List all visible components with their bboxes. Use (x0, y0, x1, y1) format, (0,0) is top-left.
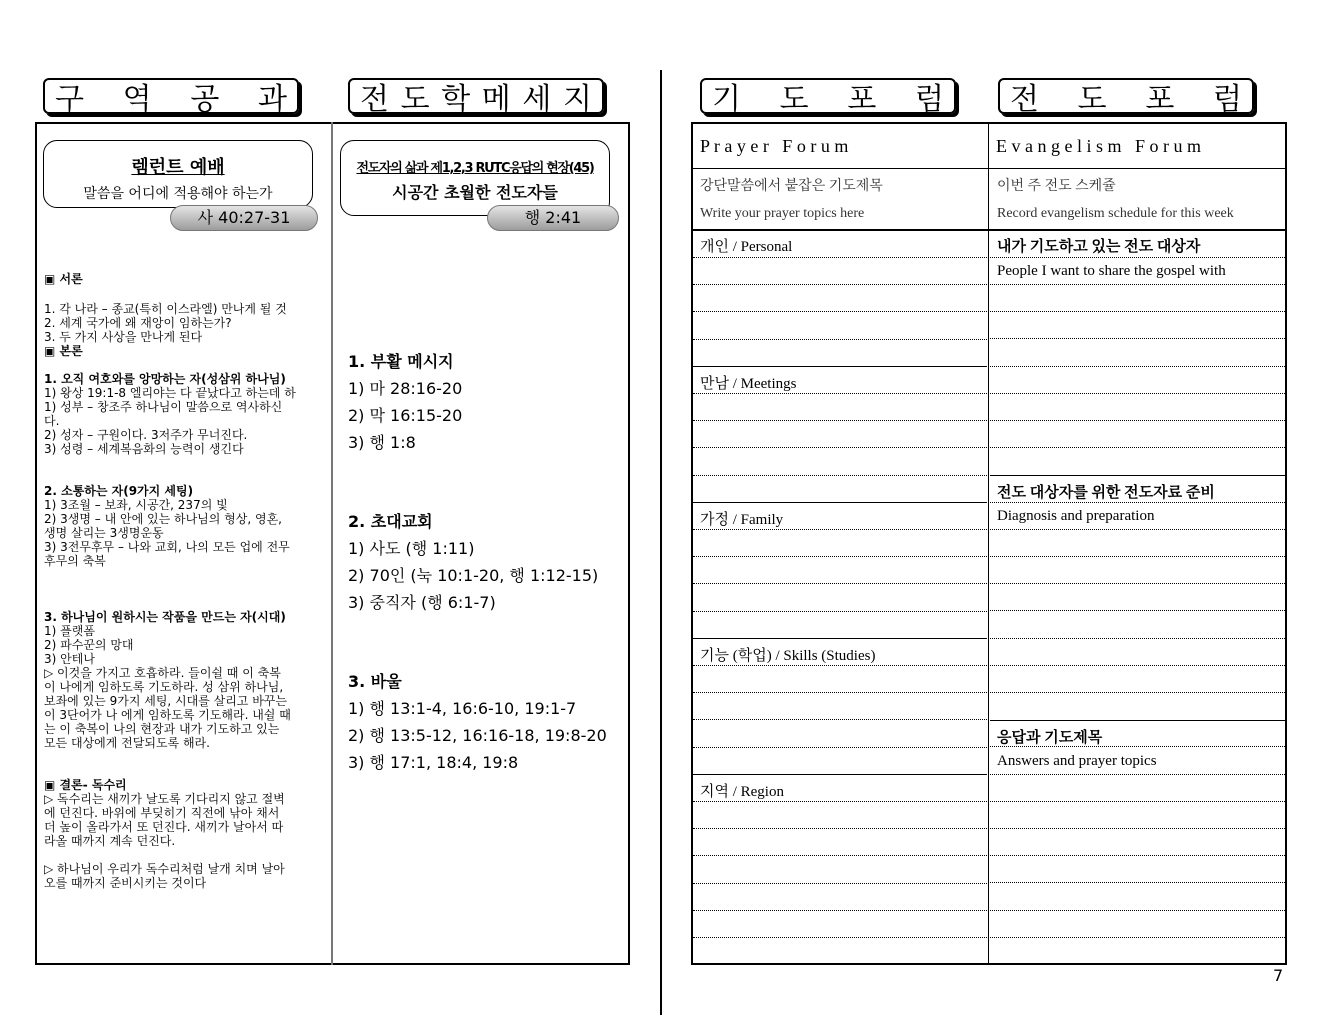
writing-line (990, 556, 1285, 557)
writing-line (693, 583, 987, 584)
s2-heading: 2. 소통하는 자(9가지 세팅) (44, 484, 194, 498)
message-section-heading: 1. 부활 메시지 (348, 352, 454, 371)
writing-line (693, 828, 987, 829)
intro-item: 1. 각 나라 – 종교(특히 이스라엘) 만나게 될 것 (44, 302, 287, 316)
writing-line (990, 638, 1285, 639)
writing-line (693, 855, 987, 856)
writing-line (990, 583, 1285, 584)
writing-line (990, 338, 1285, 339)
title-letter: 포 (1145, 82, 1175, 117)
title-letter: 과 (258, 82, 287, 117)
message-section-heading: 3. 바울 (348, 672, 402, 691)
s1-item: 2) 성자 – 구원이다. 3저주가 무너진다. (44, 428, 248, 442)
s1-item: 1) 왕상 19:1-8 엘리야는 다 끝났다고 하는데 하 (44, 386, 296, 400)
body-heading: ▣ 본론 (44, 344, 83, 358)
message-section-2 (348, 508, 598, 616)
writing-line (693, 420, 987, 421)
conclusion-item: 오를 때까지 준비시키는 것이다 (44, 876, 207, 890)
message-item: 2) 막 16:15-20 (348, 406, 463, 425)
writing-line (990, 420, 1285, 421)
section-divider (990, 720, 1285, 721)
prayer-section-personal: 개인 / Personal (700, 239, 793, 255)
message-title: 전도자의 삶과 제1,2,3 RUTC응답의 현장(45) (356, 161, 594, 176)
lesson-body (44, 272, 326, 890)
message-section-1 (348, 348, 462, 456)
title-letter: 지 (562, 82, 592, 117)
title-letter: 럼 (1213, 82, 1242, 117)
writing-line (693, 339, 987, 340)
title-prayer-forum (700, 78, 956, 117)
writing-line (990, 774, 1285, 775)
s1-heading: 1. 오직 여호와를 앙망하는 자(성삼위 하나님) (44, 372, 286, 386)
writing-line (693, 447, 987, 448)
conclusion-item: ▷ 독수리는 새끼가 날도록 기다리지 않고 절벽 (44, 792, 285, 806)
evangelism-s3-en: Answers and prayer topics (997, 753, 1157, 769)
writing-line (990, 665, 1285, 666)
s3-item: 이 3단어가 나 에게 임하도록 기도해라. 내쉴 때 (44, 708, 291, 722)
forum-divider (988, 122, 989, 965)
writing-line (693, 475, 987, 476)
writing-line (693, 801, 987, 802)
title-letter: 구 (55, 82, 84, 117)
writing-line (990, 828, 1285, 829)
s2-item: 1) 3조월 – 보좌, 시공간, 237의 빛 (44, 498, 228, 512)
prayer-section-skills: 기능 (학업) / Skills (Studies) (700, 648, 876, 664)
prayer-section-family: 가정 / Family (700, 512, 784, 528)
writing-line (693, 611, 987, 612)
evangelism-s1-ko: 내가 기도하고 있는 전도 대상자 (997, 239, 1201, 255)
s3-item: 3) 안테나 (44, 652, 95, 666)
writing-line (990, 910, 1285, 911)
writing-line (990, 502, 1285, 503)
writing-line (990, 801, 1285, 802)
panel-divider (331, 122, 333, 965)
writing-line (693, 937, 987, 938)
evangelism-prompt-ko: 이번 주 전도 스케쥴 (997, 179, 1116, 194)
title-letter: 전 (360, 82, 389, 117)
writing-line (990, 393, 1285, 394)
s3-heading: 3. 하나님이 원하시는 작품을 만드는 자(시대) (44, 610, 286, 624)
message-item: 1) 마 28:16-20 (348, 379, 463, 398)
conclusion-item: 라올 때까지 계속 던진다. (44, 834, 176, 848)
header-rule (692, 168, 1286, 169)
lesson-title: 렘런트 예배 (131, 157, 225, 178)
writing-line (990, 610, 1285, 611)
s2-item: 후무의 축복 (44, 554, 106, 568)
title-evangelism-forum (998, 78, 1254, 117)
s2-item: 생명 살리는 3생명운동 (44, 526, 164, 540)
section-divider (693, 502, 987, 503)
s3-item: 1) 플랫폼 (44, 624, 95, 638)
message-item: 2) 행 13:5-12, 16:16-18, 19:8-20 (348, 726, 607, 745)
title-evangelism-message (348, 78, 604, 117)
intro-list (44, 302, 326, 344)
title-letter: 포 (847, 82, 877, 117)
writing-line (990, 855, 1285, 856)
writing-line (693, 393, 987, 394)
s1-item: 1) 성부 – 창조주 하나님이 말씀으로 역사하신 (44, 400, 283, 414)
prayer-forum-header: P r a y e r F o r u m (700, 136, 849, 156)
title-letter: 도 (779, 82, 809, 117)
s1-item: 3) 성령 – 세계복음화의 능력이 생긴다 (44, 442, 244, 456)
prayer-prompt-en: Write your prayer topics here (700, 206, 865, 221)
s3-item: 는 이 축복이 나의 현장과 내가 기도하고 있는 (44, 722, 280, 736)
writing-line (693, 719, 987, 720)
writing-line (693, 883, 987, 884)
message-subtitle: 시공간 초월한 전도자들 (392, 183, 558, 202)
writing-line (990, 447, 1285, 448)
message-scripture: 행 2:41 (487, 205, 619, 231)
prayer-section-region: 지역 / Region (700, 784, 784, 800)
title-letter: 럼 (915, 82, 944, 117)
intro-item: 3. 두 가지 사상을 만나게 된다 (44, 330, 203, 344)
lesson-subtitle: 말씀을 어디에 적용해야 하는가 (83, 186, 273, 202)
message-item: 3) 행 17:1, 18:4, 19:8 (348, 753, 519, 772)
writing-line (693, 747, 987, 748)
section-divider (693, 638, 987, 639)
s3-item: ▷ 이것을 가지고 호흡하라. 들이쉴 때 이 축복 (44, 666, 281, 680)
message-item: 3) 행 1:8 (348, 433, 416, 452)
writing-line (990, 284, 1285, 285)
title-letter: 메 (481, 82, 511, 117)
title-letter: 역 (122, 82, 152, 117)
s1-item: 다. (44, 414, 60, 428)
conclusion-item: ▷ 하나님이 우리가 독수리처럼 날개 치며 날아 (44, 862, 285, 876)
s3-item: 보좌에 있는 9가지 세팅, 시대를 살리고 바꾸는 (44, 694, 287, 708)
message-section-heading: 2. 초대교회 (348, 512, 433, 531)
title-letter: 세 (522, 82, 552, 117)
writing-line (693, 556, 987, 557)
message-item: 1) 사도 (행 1:11) (348, 539, 475, 558)
evangelism-s1-en: People I want to share the gospel with (997, 263, 1226, 279)
writing-line (990, 257, 1285, 258)
writing-line (990, 937, 1285, 938)
title-letter: 학 (441, 82, 471, 117)
prompt-rule (692, 229, 1286, 231)
section-divider (693, 366, 987, 367)
evangelism-s3-ko: 응답과 기도제목 (997, 730, 1103, 746)
writing-line (693, 692, 987, 693)
title-letter: 기 (712, 82, 741, 117)
title-letter: 전 (1010, 82, 1039, 117)
writing-line (990, 311, 1285, 312)
writing-line (990, 692, 1285, 693)
s3-item: 이 나에게 임하도록 기도하라. 성 삼위 하나님, (44, 680, 284, 694)
page-number: 7 (1273, 966, 1284, 985)
lesson-title-box (43, 140, 313, 208)
conclusion-heading: ▣ 결론- 독수리 (44, 778, 127, 792)
writing-line (693, 529, 987, 530)
evangelism-s2-en: Diagnosis and preparation (997, 508, 1155, 524)
writing-line (990, 529, 1285, 530)
writing-line (693, 257, 987, 258)
message-item: 2) 70인 (눅 10:1-20, 행 1:12-15) (348, 566, 599, 585)
writing-line (693, 910, 987, 911)
prayer-prompt-ko: 강단말씀에서 붙잡은 기도제목 (700, 179, 883, 194)
message-item: 3) 중직자 (행 6:1-7) (348, 593, 496, 612)
fold-line (660, 70, 662, 1015)
intro-heading: ▣ 서론 (44, 272, 83, 286)
title-letter: 도 (400, 82, 430, 117)
intro-item: 2. 세계 국가에 왜 재앙이 임하는가? (44, 316, 232, 330)
s3-item: 2) 파수꾼의 망대 (44, 638, 134, 652)
evangelism-s2-ko: 전도 대상자를 위한 전도자료 준비 (997, 485, 1215, 501)
writing-line (693, 284, 987, 285)
message-item: 1) 행 13:1-4, 16:6-10, 19:1-7 (348, 699, 577, 718)
evangelism-forum-header: E v a n g e l i s m F o r u m (996, 136, 1201, 156)
title-cell-lesson (43, 78, 299, 117)
writing-line (990, 746, 1285, 747)
title-letter: 도 (1077, 82, 1107, 117)
title-letter: 공 (190, 82, 220, 117)
writing-line (990, 882, 1285, 883)
section-divider (990, 475, 1285, 476)
conclusion-item: 에 던진다. 바위에 부딪히기 직전에 낚아 채서 (44, 806, 280, 820)
s2-item: 3) 3전무후무 – 나와 교회, 나의 모든 업에 전무 (44, 540, 290, 554)
message-section-3 (348, 668, 607, 776)
writing-line (693, 311, 987, 312)
section-divider (693, 774, 987, 775)
writing-line (693, 665, 987, 666)
s3-item: 모든 대상에게 전달되도록 해라. (44, 736, 210, 750)
lesson-scripture: 사 40:27-31 (170, 205, 318, 231)
s2-item: 2) 3생명 – 내 안에 있는 하나님의 형상, 영혼, (44, 512, 282, 526)
evangelism-prompt-en: Record evangelism schedule for this week (997, 206, 1234, 221)
conclusion-item: 더 높이 올라가서 또 던진다. 새끼가 날아서 따 (44, 820, 284, 834)
writing-line (990, 366, 1285, 367)
prayer-section-meetings: 만남 / Meetings (700, 376, 797, 392)
